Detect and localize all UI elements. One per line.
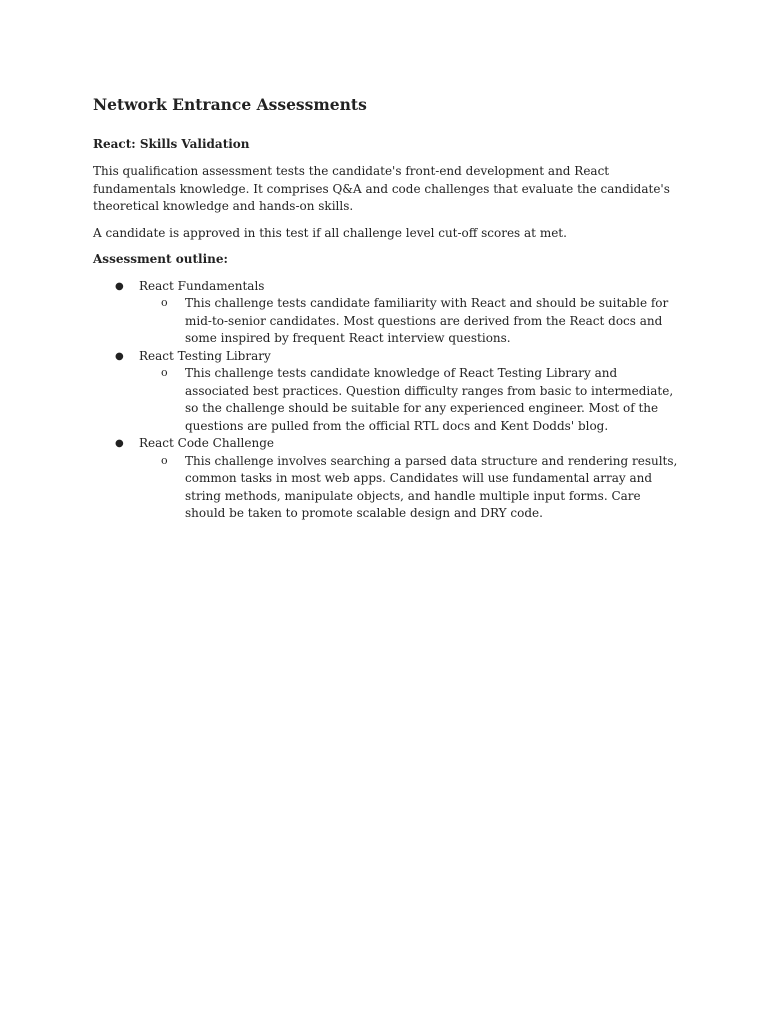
circle-bullet-icon: o — [161, 296, 168, 309]
outline-sub-item — [139, 365, 683, 435]
document-page — [93, 94, 683, 523]
outline-sub-item — [139, 453, 683, 523]
bullet-icon: ● — [115, 350, 124, 362]
outline-label: Assessment outline: — [93, 252, 228, 266]
approval-paragraph: A candidate is approved in this test if all challenge level cut-off scores at met. — [93, 225, 567, 240]
outline-sub-item — [139, 295, 683, 348]
section-title: React: Skills Validation — [93, 137, 250, 151]
assessment-outline-list — [93, 278, 683, 523]
outline-sub-list — [139, 453, 683, 523]
outline-item — [93, 435, 683, 523]
circle-bullet-icon: o — [161, 366, 168, 379]
outline-sub-list — [139, 365, 683, 435]
outline-sub-list — [139, 295, 683, 348]
intro-paragraph: This qualification assessment tests the candidate's front-end development and React fundamentals knowledge. It comprises Q&A and code challenges that evaluate the candidate's theoretical knowledge and hands-on skills. — [93, 164, 670, 213]
outline-item-detail: This challenge tests candidate familiarity with React and should be suitable for mid-to-senior candidates. Most questions are derived from the React docs and some inspired by frequent React interview questions. — [185, 296, 669, 345]
outline-item-label: React Fundamentals — [139, 278, 265, 293]
outline-item-label: React Testing Library — [139, 348, 271, 363]
outline-item — [93, 348, 683, 436]
bullet-icon: ● — [115, 438, 124, 449]
bullet-icon: ● — [115, 280, 124, 292]
circle-bullet-icon: o — [161, 453, 168, 467]
outline-item-detail: This challenge tests candidate knowledge of React Testing Library and associated best practices. Question difficulty ranges from basic to intermediate, so the challenge should be suitable for any experienced engineer. Most of the questions are pulled from the official RTL docs and Kent Dodds' blog. — [185, 366, 674, 433]
outline-item-label: React Code Challenge — [139, 436, 275, 450]
outline-item-detail: This challenge involves searching a parsed data structure and rendering results, common tasks in most web apps. Candidates will use fundamental array and string methods, manipulate objects, and handle multiple input forms. Care should be taken to promote scalable design and DRY code. — [185, 453, 678, 520]
document-title: Network Entrance Assessments — [93, 95, 367, 114]
outline-item — [93, 278, 683, 348]
